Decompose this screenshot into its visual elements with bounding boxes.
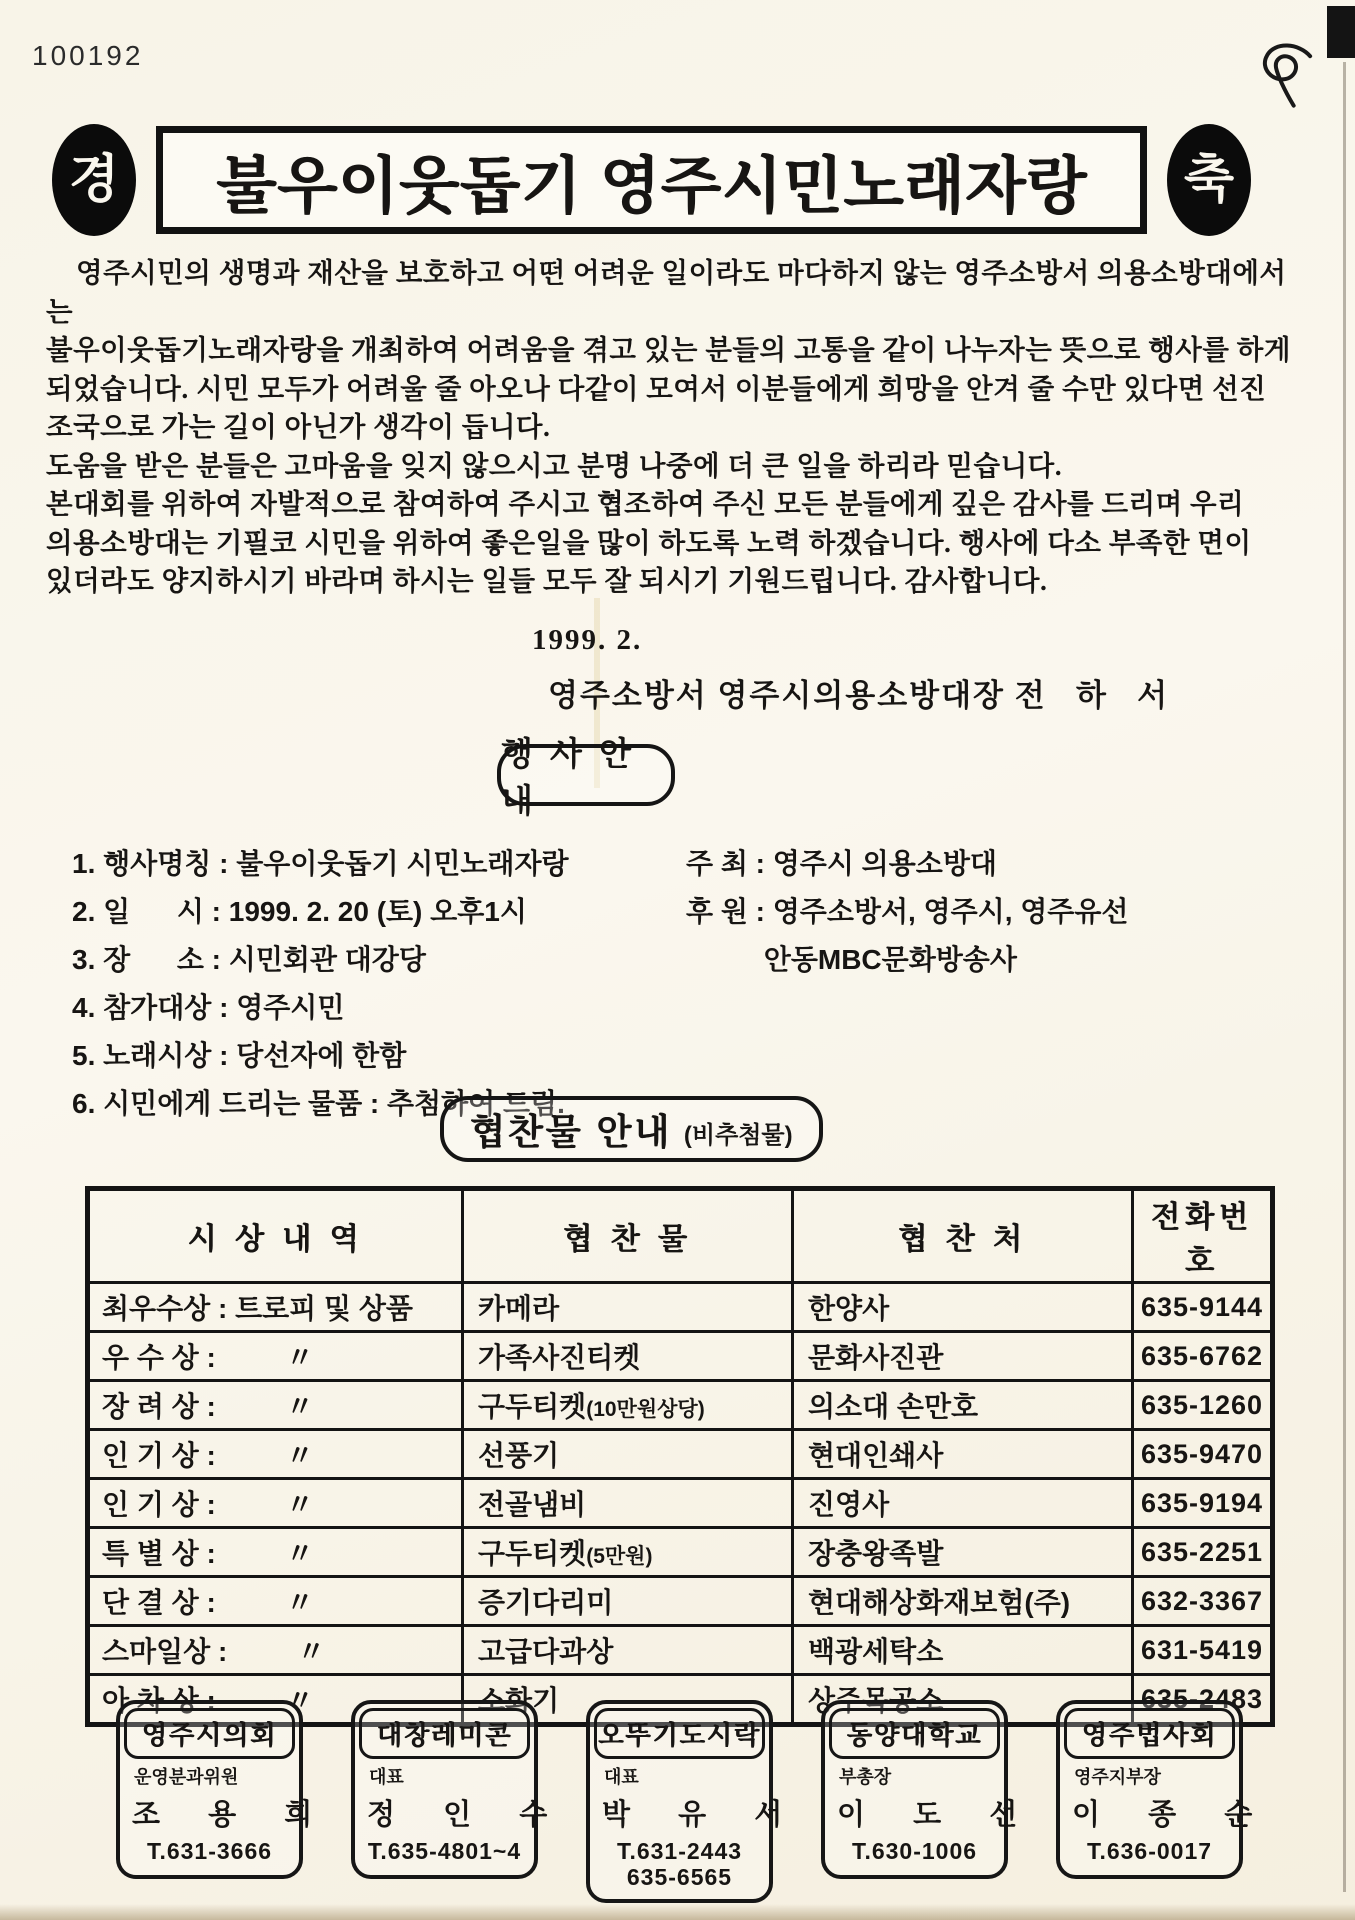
celebration-badge-right: 축 [1167,124,1251,236]
card-role: 영주지부장 [1074,1767,1161,1787]
intro-line: 되었습니다. 시민 모두가 어려울 줄 아오나 다같이 모여서 이분들에게 희망을 안겨 줄 수만 있다면 선진 [46,372,1267,404]
card-role: 부총장 [839,1767,892,1787]
scan-bottom-shadow [0,1904,1355,1920]
item-cell: 카메라 [463,1283,793,1332]
phone-cell: 635-2251 [1133,1528,1273,1577]
signature-line: 영주소방서 영주시의용소방대장 전 하 서 [548,678,1170,713]
card-phone: T.631-2443 [616,1838,743,1864]
item-cell: 소화기 [463,1675,793,1725]
table-row [88,1283,1273,1332]
card-phone: T.635-4801~4 [367,1838,522,1864]
sponsor-cell: 진영사 [793,1479,1133,1528]
table-row [88,1626,1273,1675]
card-name: 조 용 희 [132,1799,313,1831]
phone-cell: 635-2483 [1133,1675,1273,1725]
section-title-event-info: 행 사 안 내 [497,744,675,806]
organizer-info [686,840,1128,1128]
sponsor-card [821,1700,1018,1879]
intro-line: 의용소방대는 기필코 시민을 위하여 좋은일을 많이 하도록 노력 하겠습니다. 행사에 다소 부족한 면이 [46,526,1252,558]
table-header-row [88,1189,1273,1283]
table-row [88,1479,1273,1528]
card-title: 동양대학교 [829,1708,1000,1759]
sponsor-cell: 한양사 [793,1283,1133,1332]
event-info [72,840,1319,1128]
intro-line: 본대회를 위하여 자발적으로 참여하여 주시고 협조하여 주신 모든 분들에게 깊은 감사를 드리며 우리 [46,488,1245,519]
donation-table [85,1186,1275,1727]
card-title: 영주법사회 [1064,1708,1235,1759]
card-phone: T.631-3666 [146,1838,273,1864]
table-row [88,1528,1273,1577]
handwritten-mark [1242,35,1322,120]
sponsor-line: 후 원 : 영주소방서, 영주시, 영주유선 [686,896,1129,927]
card-name: 정 인 수 [367,1799,548,1831]
intro-line: 불우이웃돕기노래자랑을 개최하여 어려움을 겪고 있는 분들의 고통을 같이 나누자는 뜻으로 행사를 하게 [46,334,1291,365]
header-phone: 전화번호 [1133,1189,1273,1283]
card-title: 영주시의회 [124,1708,295,1759]
event-info-list [72,840,686,1128]
table-row [88,1577,1273,1626]
header-prize: 시 상 내 역 [88,1189,463,1283]
card-title: 대창레미콘 [359,1708,530,1759]
flyer-title: 불우이웃돕기 영주시민노래자랑 [216,151,1087,221]
phone-cell: 635-6762 [1133,1332,1273,1381]
phone-cell: 635-9144 [1133,1283,1273,1332]
sponsor-cell: 현대인쇄사 [793,1430,1133,1479]
prize-cell: 스마일상 : 〃 [88,1626,463,1675]
event-info-item: 2. 일 시 : 1999. 2. 20 (토) 오후1시 [72,896,527,927]
intro-paragraph [46,254,1307,601]
sponsor-card [351,1700,548,1879]
item-cell: 구두티켓(5만원) [463,1528,793,1577]
item-cell: 증기다리미 [463,1577,793,1626]
sponsor-cards [116,1700,1253,1903]
event-info-item: 4. 참가대상 : 영주시민 [72,992,345,1023]
item-cell: 가족사진티켓 [463,1332,793,1381]
header-banner [52,124,1251,236]
sponsor-cell: 장충왕족발 [793,1528,1133,1577]
sponsor-card [1056,1700,1253,1879]
event-info-item: 5. 노래시상 : 당선자에 한함 [72,1040,407,1071]
intro-line: 조국으로 가는 길이 아닌가 생각이 듭니다. [46,411,551,442]
prize-cell: 최우수상 : 트로피 및 상품 [88,1283,463,1332]
table-row [88,1332,1273,1381]
date-line: 1999. 2. [532,624,643,656]
table-row [88,1381,1273,1430]
sponsor-cell: 문화사진관 [793,1332,1133,1381]
sponsor-card [116,1700,313,1879]
phone-cell: 632-3367 [1133,1577,1273,1626]
item-cell: 전골냄비 [463,1479,793,1528]
header-sponsor: 협 찬 처 [793,1189,1133,1283]
card-phone: T.636-0017 [1086,1838,1213,1864]
sponsor-cell: 백광세탁소 [793,1626,1133,1675]
phone-cell: 635-9470 [1133,1430,1273,1479]
card-phone: T.630-1006 [851,1838,978,1864]
scan-corner-mark [1327,6,1355,58]
intro-line: 영주시민의 생명과 재산을 보호하고 어떤 어려운 일이라도 마다하지 않는 영주소방서 의용소방대에서는 [46,257,1287,327]
sponsor-card [586,1700,783,1903]
phone-cell: 635-1260 [1133,1381,1273,1430]
organizer-line: 주 최 : 영주시 의용소방대 [686,848,997,879]
celebration-badge-left: 경 [52,124,136,236]
prize-cell: 장 려 상 : 〃 [88,1381,463,1430]
event-info-item: 6. 시민에게 드리는 물품 : 추첨하여 드림. [72,1088,565,1119]
card-phone-secondary: 635-6565 [626,1864,733,1890]
card-name: 이 도 선 [837,1799,1018,1831]
prize-cell: 인 기 상 : 〃 [88,1430,463,1479]
card-name: 이 종 순 [1072,1799,1253,1831]
item-cell: 선풍기 [463,1430,793,1479]
intro-line: 도움을 받은 분들은 고마움을 잊지 않으시고 분명 나중에 더 큰 일을 하리라 믿습니다. [46,449,1063,481]
phone-cell: 635-9194 [1133,1479,1273,1528]
prize-cell: 아 차 상 : 〃 [88,1675,463,1725]
flyer-title-box [156,126,1147,234]
card-role: 대표 [369,1767,404,1787]
item-cell: 구두티켓(10만원상당) [463,1381,793,1430]
sponsor-cell: 상주목공소 [793,1675,1133,1725]
prize-cell: 우 수 상 : 〃 [88,1332,463,1381]
table-row [88,1430,1273,1479]
doc-number: 100192 [32,40,144,71]
header-item: 협 찬 물 [463,1189,793,1283]
sponsor-cell: 현대해상화재보험(주) [793,1577,1133,1626]
card-role: 운영분과위원 [134,1767,239,1787]
intro-line: 있더라도 양지하시기 바라며 하시는 일들 모두 잘 되시기 기원드립니다. 감사합니다. [46,565,1048,596]
card-role: 대표 [604,1767,639,1787]
section-title-donation [440,1096,823,1162]
donation-title: 협찬물 안내 [470,1110,672,1152]
donation-subtitle: (비추첨물) [683,1121,793,1149]
item-cell: 고급다과상 [463,1626,793,1675]
prize-cell: 인 기 상 : 〃 [88,1479,463,1528]
card-name: 박 유 서 [602,1799,783,1831]
event-info-item: 1. 행사명칭 : 불우이웃돕기 시민노래자랑 [72,848,569,879]
prize-cell: 단 결 상 : 〃 [88,1577,463,1626]
phone-cell: 631-5419 [1133,1626,1273,1675]
card-title: 오뚜기도시락 [594,1708,765,1759]
scan-edge-line [1343,62,1346,1892]
prize-cell: 특 별 상 : 〃 [88,1528,463,1577]
sponsor-line: 안동MBC문화방송사 [686,944,1017,975]
sponsor-cell: 의소대 손만호 [793,1381,1133,1430]
event-info-item: 3. 장 소 : 시민회관 대강당 [72,944,426,975]
